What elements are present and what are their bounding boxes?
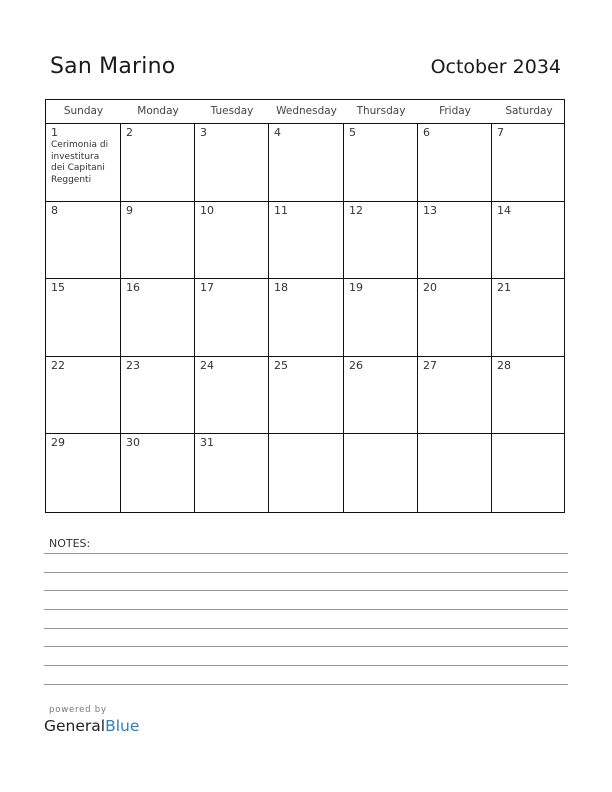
weekday-tuesday: Tuesday: [210, 105, 254, 117]
day-cell: [46, 279, 121, 356]
day-number: 25: [274, 358, 288, 372]
day-number: 3: [200, 126, 207, 139]
day-cell-empty: [418, 434, 492, 512]
day-number: 14: [497, 203, 511, 217]
week-row-2: [46, 202, 564, 280]
day-number: 30: [126, 436, 140, 450]
day-cell: [46, 434, 121, 512]
day-number: 22: [51, 358, 65, 372]
notes-label: NOTES:: [49, 537, 91, 550]
day-cell: [492, 124, 566, 201]
day-number: 15: [51, 281, 65, 295]
day-number: 24: [200, 358, 214, 372]
day-cell: [269, 357, 344, 434]
day-number: 12: [349, 203, 363, 217]
day-cell: [195, 357, 269, 434]
notes-line: [44, 628, 568, 629]
day-cell: [418, 357, 492, 434]
day-number: 1: [51, 126, 58, 139]
day-cell-empty: [269, 434, 344, 512]
day-cell: [121, 434, 195, 512]
day-cell: [46, 124, 121, 201]
day-number: 31: [200, 436, 214, 450]
notes-line: [44, 590, 568, 591]
day-cell: [418, 279, 492, 356]
day-number: 27: [423, 358, 437, 372]
day-number: 17: [200, 281, 214, 295]
day-number: 7: [497, 126, 504, 139]
day-cell: [344, 279, 418, 356]
day-cell: [344, 124, 418, 201]
weekday-monday: Monday: [137, 105, 179, 117]
day-number: 8: [51, 203, 58, 217]
notes-line: [44, 609, 568, 610]
day-cell: [344, 202, 418, 279]
day-cell: [418, 124, 492, 201]
day-cell: [195, 124, 269, 201]
day-number: 6: [423, 126, 430, 139]
day-cell: [195, 202, 269, 279]
day-number: 18: [274, 281, 288, 295]
calendar-grid: [45, 99, 565, 513]
day-number: 29: [51, 436, 65, 450]
powered-by-label: powered by: [49, 705, 107, 715]
day-cell: [195, 279, 269, 356]
weekday-saturday: Saturday: [505, 105, 553, 117]
day-number: 21: [497, 281, 511, 295]
day-cell: [269, 124, 344, 201]
brand-blue-text: Blue: [105, 717, 140, 735]
week-row-1: [46, 124, 564, 202]
day-cell-empty: [344, 434, 418, 512]
weekday-thursday: Thursday: [356, 105, 406, 117]
day-number: 20: [423, 281, 437, 295]
day-number: 10: [200, 203, 214, 217]
day-cell: [121, 357, 195, 434]
calendar-country-title: San Marino: [50, 54, 176, 79]
day-number: 9: [126, 203, 133, 217]
day-number: 23: [126, 358, 140, 372]
day-cell: [195, 434, 269, 512]
holiday-event: Cerimonia di investitura dei Capitani Reggenti: [51, 140, 109, 185]
day-number: 4: [274, 126, 281, 139]
day-cell: [418, 202, 492, 279]
notes-line: [44, 665, 568, 666]
day-number: 11: [274, 203, 288, 217]
weekday-sunday: Sunday: [63, 105, 104, 117]
day-cell: [492, 357, 566, 434]
weekday-header-row: [46, 100, 564, 124]
day-number: 28: [497, 358, 511, 372]
notes-line: [44, 553, 568, 554]
day-number: 26: [349, 358, 363, 372]
day-cell: [492, 202, 566, 279]
day-cell: [344, 357, 418, 434]
day-number: 5: [349, 126, 356, 139]
day-number: 2: [126, 126, 133, 139]
day-number: 13: [423, 203, 437, 217]
week-row-5: [46, 434, 564, 512]
day-cell: [121, 202, 195, 279]
weekday-wednesday: Wednesday: [276, 105, 337, 117]
weekday-friday: Friday: [439, 105, 471, 117]
notes-line: [44, 684, 568, 685]
day-cell: [492, 279, 566, 356]
brand-general-text: General: [44, 717, 106, 735]
generalblue-logo: [44, 717, 139, 735]
day-cell: [46, 202, 121, 279]
notes-line: [44, 646, 568, 647]
day-number: 16: [126, 281, 140, 295]
notes-line: [44, 572, 568, 573]
day-cell-empty: [492, 434, 566, 512]
week-row-3: [46, 279, 564, 357]
day-number: 19: [349, 281, 363, 295]
day-cell: [269, 202, 344, 279]
calendar-month-year: October 2034: [430, 56, 561, 78]
day-cell: [121, 124, 195, 201]
day-cell: [269, 279, 344, 356]
day-cell: [121, 279, 195, 356]
week-row-4: [46, 357, 564, 435]
day-cell: [46, 357, 121, 434]
